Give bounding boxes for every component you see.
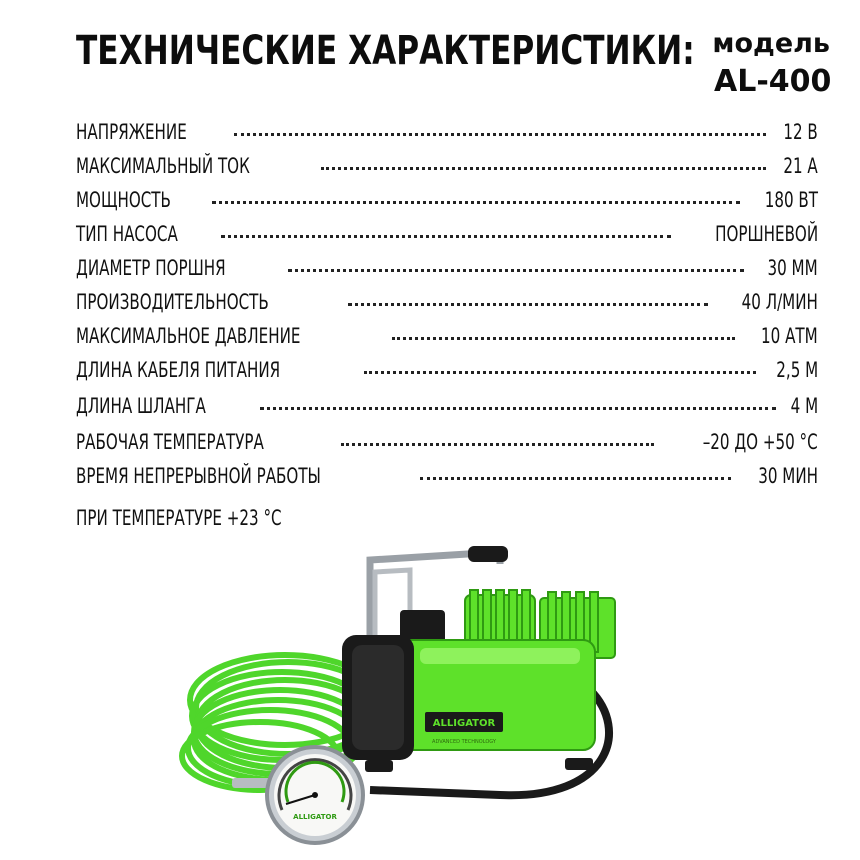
spec-row-continuous-work — [76, 464, 818, 498]
rubber-foot — [365, 760, 393, 772]
brand-label: ALLIGATOR — [432, 718, 496, 729]
spec-label: РАБОЧАЯ ТЕМПЕРАТУРА — [76, 430, 264, 454]
leader-dots — [321, 167, 766, 170]
leader-dots — [221, 235, 670, 238]
leader-dots — [260, 407, 776, 410]
rubber-foot — [565, 758, 593, 770]
spec-row-operating-temp — [76, 430, 818, 464]
compressor-illustration — [170, 540, 640, 860]
spec-value: –20 ДО +50 °С — [703, 430, 818, 454]
spec-label: ТИП НАСОСА — [76, 222, 178, 246]
spec-value: 30 МИН — [758, 464, 818, 488]
spec-label: ВРЕМЯ НЕПРЕРЫВНОЙ РАБОТЫ — [76, 464, 321, 488]
spec-value: 30 ММ — [767, 256, 818, 280]
spec-value: 4 М — [790, 394, 818, 418]
spec-row-cable-length — [76, 358, 818, 394]
spec-value: 180 ВТ — [764, 188, 818, 212]
spec-note: ПРИ ТЕМПЕРАТУРЕ +23 °С — [76, 506, 282, 530]
spec-row-flow-rate — [76, 290, 818, 324]
spec-row-piston-diameter — [76, 256, 818, 290]
spec-value: 10 АТМ — [761, 324, 818, 348]
spec-row-power — [76, 188, 818, 222]
brand-sub: ADVANCED TECHNOLOGY — [432, 739, 496, 745]
spec-row-max-pressure — [76, 324, 818, 358]
spec-value: 40 Л/МИН — [741, 290, 818, 314]
spec-label: ПРОИЗВОДИТЕЛЬНОСТЬ — [76, 290, 269, 314]
spec-row-voltage — [76, 120, 818, 154]
page-title: ТЕХНИЧЕСКИЕ ХАРАКТЕРИСТИКИ: — [76, 28, 695, 74]
pressure-gauge — [267, 747, 363, 843]
leader-dots — [348, 303, 708, 306]
leader-dots — [212, 201, 740, 204]
model-name: AL-400 — [714, 64, 832, 99]
handle-grip — [468, 546, 508, 562]
spec-value: ПОРШНЕВОЙ — [714, 222, 818, 246]
leader-dots — [234, 133, 766, 136]
end-cap-rim — [352, 645, 404, 750]
spec-label: ДИАМЕТР ПОРШНЯ — [76, 256, 226, 280]
spec-label: МАКСИМАЛЬНОЕ ДАВЛЕНИЕ — [76, 324, 301, 348]
gauge-brand: ALLIGATOR — [293, 813, 337, 821]
spec-label: ДЛИНА ШЛАНГА — [76, 394, 206, 418]
leader-dots — [420, 477, 731, 480]
spec-label: МАКСИМАЛЬНЫЙ ТОК — [76, 154, 250, 178]
spec-value: 2,5 М — [776, 358, 818, 382]
spec-value: 12 В — [783, 120, 818, 144]
spec-list — [76, 120, 818, 498]
motor-highlight — [420, 648, 580, 664]
leader-dots — [392, 337, 736, 340]
spec-value: 21 А — [783, 154, 818, 178]
spec-row-max-current — [76, 154, 818, 188]
leader-dots — [364, 371, 756, 374]
spec-row-pump-type — [76, 222, 818, 256]
leader-dots — [341, 443, 654, 446]
spec-row-hose-length — [76, 394, 818, 430]
model-label: модель — [712, 28, 830, 59]
spec-label: МОЩНОСТЬ — [76, 188, 171, 212]
spec-label: НАПРЯЖЕНИЕ — [76, 120, 187, 144]
leader-dots — [288, 269, 745, 272]
spec-label: ДЛИНА КАБЕЛЯ ПИТАНИЯ — [76, 358, 281, 382]
